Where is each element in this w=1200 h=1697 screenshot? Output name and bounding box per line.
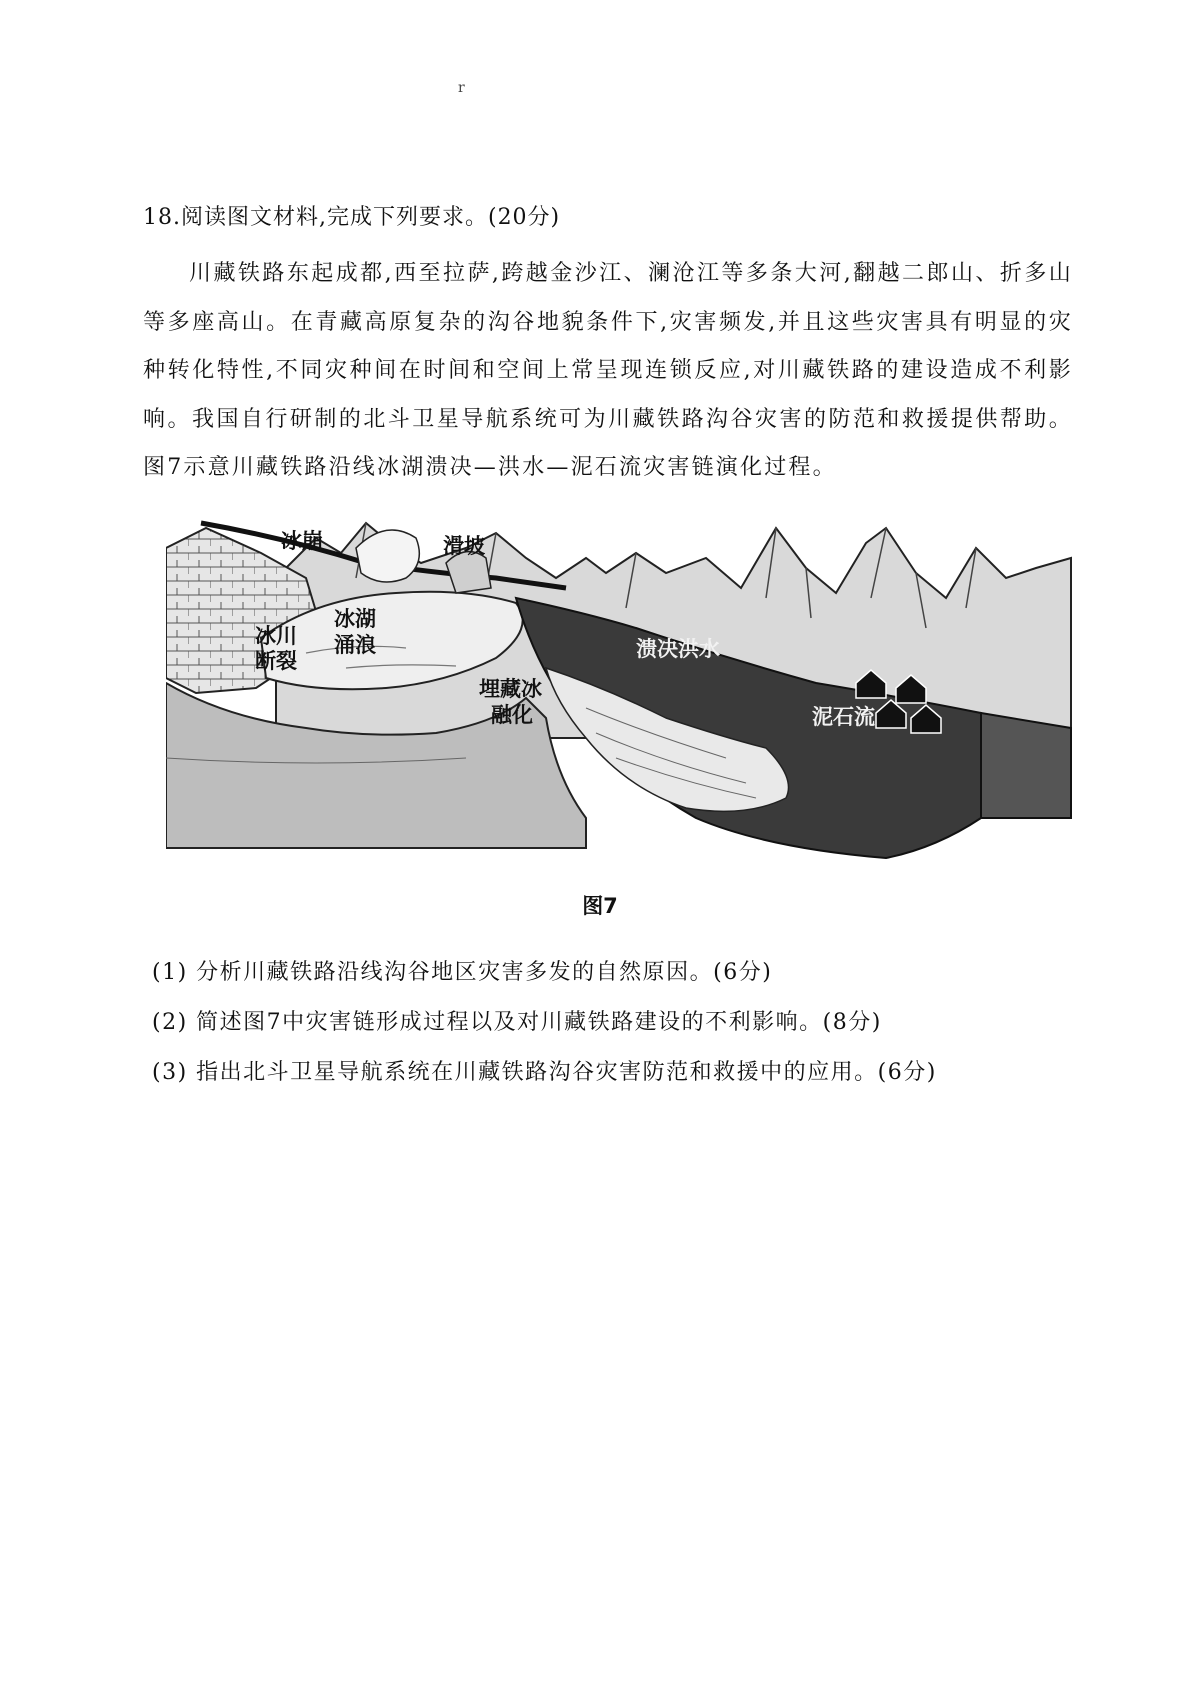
scan-speck: r bbox=[458, 80, 465, 96]
subquestion-3: (3) 指出北斗卫星导航系统在川藏铁路沟谷灾害防范和救援中的应用。(6分) bbox=[152, 1060, 937, 1085]
figure-disaster-chain bbox=[166, 518, 1080, 880]
subquestion-1: (1) 分析川藏铁路沿线沟谷地区灾害多发的自然原因。(6分) bbox=[152, 960, 773, 985]
label-lake-surge-1: 冰湖 bbox=[334, 607, 376, 631]
disaster-chain-illustration bbox=[166, 518, 1080, 880]
cliff-edge bbox=[981, 713, 1071, 818]
label-glacier-fracture-1: 冰川 bbox=[255, 624, 297, 648]
label-landslide: 滑坡 bbox=[443, 534, 485, 558]
question-title: 18.阅读图文材料,完成下列要求。(20分) bbox=[143, 205, 561, 230]
label-debris-flow: 泥石流 bbox=[812, 705, 875, 729]
label-outburst-flood: 溃决洪水 bbox=[636, 637, 720, 661]
label-glacier-fracture-2: 断裂 bbox=[255, 649, 297, 673]
label-lake-surge-2: 涌浪 bbox=[334, 633, 376, 657]
label-ice-avalanche: 冰崩 bbox=[281, 529, 323, 553]
label-buried-ice-1: 埋藏冰 bbox=[479, 677, 542, 701]
subquestion-2: (2) 简述图7中灾害链形成过程以及对川藏铁路建设的不利影响。(8分) bbox=[152, 1010, 882, 1035]
label-buried-ice-2: 融化 bbox=[491, 703, 533, 727]
figure-caption: 图7 bbox=[582, 894, 618, 918]
question-passage: 川藏铁路东起成都,西至拉萨,跨越金沙江、澜沧江等多条大河,翻越二郎山、折多山等多座高山。在青藏高原复杂的沟谷地貌条件下,灾害频发,并且这些灾害具有明显的灾种转化特性,不同灾种间在时间和空间上常呈现连锁反应,对川藏铁路的建设造成不利影响。我国自行研制的北斗卫星导航系统可为川藏铁路沟谷灾害的防范和救援提供帮助。图7示意川藏铁路沿线冰湖溃决—洪水—泥石流灾害链演化过程。 bbox=[143, 261, 1073, 480]
